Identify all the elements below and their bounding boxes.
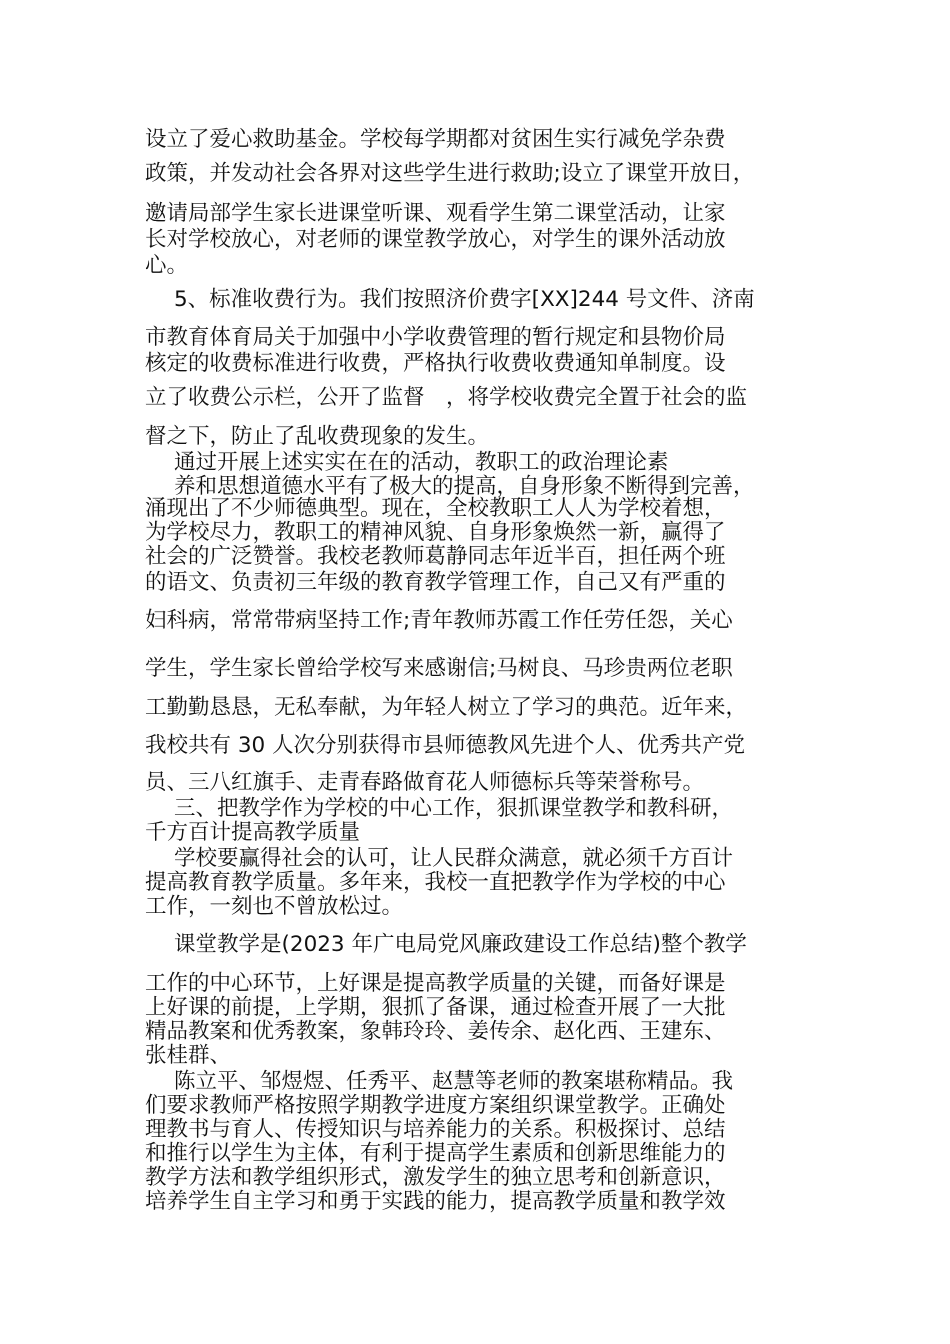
text-line: 养和思想道德水平有了极大的提高，自身形象不断得到完善， [174, 474, 755, 499]
text-line: 市教育体育局关于加强中小学收费管理的暂行规定和县物价局 [145, 325, 726, 350]
text-line: 千方百计提高教学质量 [145, 820, 361, 845]
text-line: 学校要赢得社会的认可，让人民群众满意，就必须千方百计 [174, 846, 734, 871]
text-line: 社会的广泛赞誉。我校老教师葛静同志年近半百，担任两个班 [145, 544, 726, 569]
text-line: 的语文、负责初三年级的教育教学管理工作，自己又有严重的 [145, 570, 726, 595]
text-line: 5、标准收费行为。我们按照济价费字[XX]244 号文件、济南 [174, 287, 755, 312]
text-line: 政策，并发动社会各界对这些学生进行救助;设立了课堂开放日， [145, 161, 755, 186]
text-line: 工作的中心环节，上好课是提高教学质量的关键，而备好课是 [145, 971, 726, 996]
text-line: 提高教育教学质量。多年来，我校一直把教学作为学校的中心 [145, 870, 726, 895]
text-line: 核定的收费标准进行收费，严格执行收费收费通知单制度。设 [145, 351, 726, 376]
text-line: 长对学校放心，对老师的课堂教学放心，对学生的课外活动放 [145, 227, 726, 252]
text-line: 理教书与育人、传授知识与培养能力的关系。积极探讨、总结 [145, 1117, 726, 1142]
text-line: 涌现出了不少师德典型。现在，全校教职工人人为学校着想， [145, 496, 726, 521]
text-line: 我校共有 30 人次分别获得市县师德教风先进个人、优秀共产党 [145, 733, 746, 758]
text-line: 上好课的前提，上学期，狠抓了备课，通过检查开展了一大批 [145, 995, 726, 1020]
text-line: 精品教案和优秀教案，象韩玲玲、姜传余、赵化西、王建东、 [145, 1019, 726, 1044]
text-line: 工勤勤恳恳，无私奉献，为年轻人树立了学习的典范。近年来， [145, 695, 748, 720]
text-line: 督之下，防止了乱收费现象的发生。 [145, 424, 490, 449]
text-line: 张桂群、 [145, 1043, 232, 1068]
text-line: 为学校尽力，教职工的精神风貌、自身形象焕然一新，赢得了 [145, 520, 726, 545]
text-line: 妇科病，常常带病坚持工作;青年教师苏霞工作任劳任怨，关心 [145, 608, 733, 633]
text-line: 设立了爱心救助基金。学校每学期都对贫困生实行减免学杂费 [145, 127, 726, 152]
text-line: 工作，一刻也不曾放松过。 [145, 894, 404, 919]
text-line: 们要求教师严格按照学期教学进度方案组织课堂教学。正确处 [145, 1093, 726, 1118]
text-line: 三、把教学作为学校的中心工作，狠抓课堂教学和教科研， [174, 796, 734, 821]
text-line: 陈立平、邹煜煜、任秀平、赵慧等老师的教案堪称精品。我 [174, 1069, 734, 1094]
text-line: 心。 [145, 253, 189, 278]
text-line: 通过开展上述实实在在的活动，教职工的政治理论素 [174, 450, 669, 475]
text-line: 立了收费公示栏，公开了监督 ，将学校收费完全置于社会的监 [145, 385, 748, 410]
text-line: 教学方法和教学组织形式，激发学生的独立思考和创新意识， [145, 1165, 726, 1190]
text-line: 邀请局部学生家长进课堂听课、观看学生第二课堂活动，让家 [145, 201, 726, 226]
text-line: 培养学生自主学习和勇于实践的能力，提高教学质量和教学效 [145, 1189, 726, 1214]
text-line: 学生，学生家长曾给学校写来感谢信;马树良、马珍贵两位老职 [145, 656, 733, 681]
text-line: 课堂教学是(2023 年广电局党风廉政建设工作总结)整个教学 [174, 932, 747, 957]
text-line: 员、三八红旗手、走青春路做育花人师德标兵等荣誉称号。 [145, 770, 705, 795]
text-line: 和推行以学生为主体，有利于提高学生素质和创新思维能力的 [145, 1141, 726, 1166]
